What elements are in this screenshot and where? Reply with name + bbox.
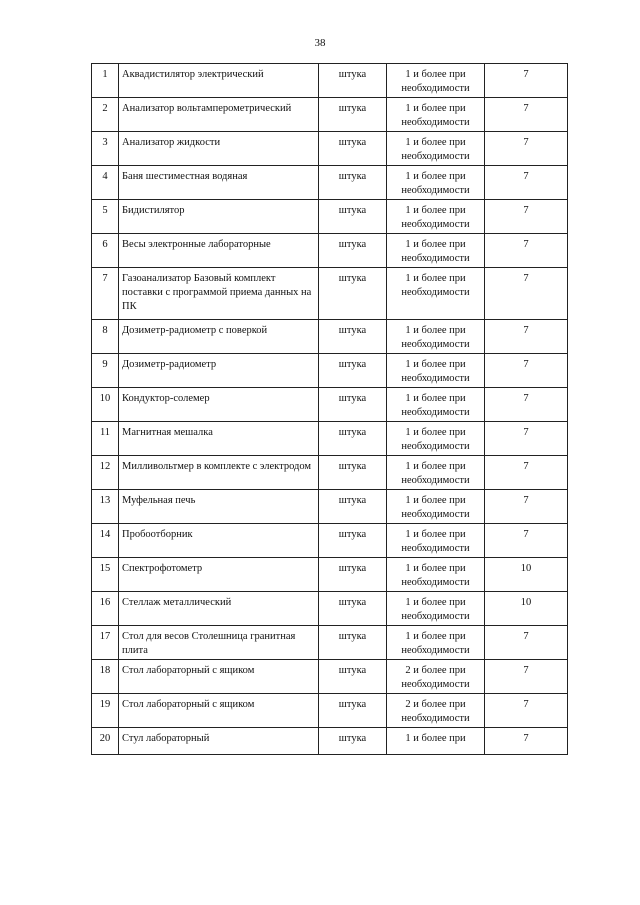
item-quantity: 2 и более при необходимости xyxy=(387,694,485,728)
item-service-term: 7 xyxy=(485,234,568,268)
row-number: 18 xyxy=(92,660,119,694)
item-service-term: 7 xyxy=(485,694,568,728)
item-unit: штука xyxy=(319,98,387,132)
item-unit: штука xyxy=(319,166,387,200)
item-quantity: 1 и более при необходимости xyxy=(387,98,485,132)
item-service-term: 7 xyxy=(485,320,568,354)
item-name: Баня шестиместная водяная xyxy=(119,166,319,200)
item-service-term: 7 xyxy=(485,354,568,388)
item-name: Магнитная мешалка xyxy=(119,422,319,456)
item-name: Анализатор вольтамперометрический xyxy=(119,98,319,132)
table-row xyxy=(92,234,568,268)
item-name: Кондуктор-солемер xyxy=(119,388,319,422)
item-unit: штука xyxy=(319,524,387,558)
item-quantity: 2 и более при необходимости xyxy=(387,660,485,694)
table-row xyxy=(92,524,568,558)
table-row xyxy=(92,64,568,98)
row-number: 12 xyxy=(92,456,119,490)
item-quantity: 1 и более при необходимости xyxy=(387,268,485,320)
item-name: Спектрофотометр xyxy=(119,558,319,592)
item-unit: штука xyxy=(319,268,387,320)
item-unit: штука xyxy=(319,660,387,694)
item-quantity: 1 и более при необходимости xyxy=(387,64,485,98)
item-name: Стол для весов Столешница гранитная плита xyxy=(119,626,319,660)
row-number: 15 xyxy=(92,558,119,592)
item-quantity: 1 и более при необходимости xyxy=(387,132,485,166)
item-service-term: 7 xyxy=(485,132,568,166)
row-number: 20 xyxy=(92,728,119,755)
item-name: Анализатор жидкости xyxy=(119,132,319,166)
item-service-term: 7 xyxy=(485,660,568,694)
table-row xyxy=(92,166,568,200)
table-row xyxy=(92,354,568,388)
item-unit: штука xyxy=(319,422,387,456)
table-row xyxy=(92,456,568,490)
table-row xyxy=(92,98,568,132)
item-quantity: 1 и более при xyxy=(387,728,485,755)
item-unit: штука xyxy=(319,490,387,524)
item-name: Газоанализатор Базовый комплект поставки с программой приема данных на ПК xyxy=(119,268,319,320)
item-quantity: 1 и более при необходимости xyxy=(387,354,485,388)
item-name: Стеллаж металлический xyxy=(119,592,319,626)
item-name: Дозиметр-радиометр с поверкой xyxy=(119,320,319,354)
item-unit: штука xyxy=(319,456,387,490)
table-row xyxy=(92,490,568,524)
item-name: Стол лабораторный с ящиком xyxy=(119,660,319,694)
page-number: 38 xyxy=(314,37,326,49)
item-service-term: 7 xyxy=(485,728,568,755)
item-unit: штука xyxy=(319,64,387,98)
row-number: 11 xyxy=(92,422,119,456)
item-name: Милливольтмер в комплекте с электродом xyxy=(119,456,319,490)
table-row xyxy=(92,626,568,660)
item-service-term: 7 xyxy=(485,422,568,456)
item-quantity: 1 и более при необходимости xyxy=(387,166,485,200)
item-quantity: 1 и более при необходимости xyxy=(387,592,485,626)
item-quantity: 1 и более при необходимости xyxy=(387,524,485,558)
row-number: 10 xyxy=(92,388,119,422)
item-service-term: 7 xyxy=(485,626,568,660)
item-unit: штука xyxy=(319,132,387,166)
table-row xyxy=(92,132,568,166)
item-service-term: 10 xyxy=(485,592,568,626)
item-name: Бидистилятор xyxy=(119,200,319,234)
item-name: Аквадистилятор электрический xyxy=(119,64,319,98)
item-quantity: 1 и более при необходимости xyxy=(387,558,485,592)
table-row xyxy=(92,388,568,422)
item-name: Муфельная печь xyxy=(119,490,319,524)
row-number: 5 xyxy=(92,200,119,234)
item-service-term: 10 xyxy=(485,558,568,592)
item-unit: штука xyxy=(319,234,387,268)
table-row xyxy=(92,660,568,694)
table-row xyxy=(92,320,568,354)
item-name: Стол лабораторный с ящиком xyxy=(119,694,319,728)
item-service-term: 7 xyxy=(485,490,568,524)
item-service-term: 7 xyxy=(485,200,568,234)
table-row xyxy=(92,728,568,755)
equipment-table-body xyxy=(92,64,568,755)
table-row xyxy=(92,558,568,592)
item-service-term: 7 xyxy=(485,268,568,320)
item-service-term: 7 xyxy=(485,524,568,558)
item-name: Стул лабораторный xyxy=(119,728,319,755)
table-row xyxy=(92,200,568,234)
row-number: 19 xyxy=(92,694,119,728)
item-quantity: 1 и более при необходимости xyxy=(387,626,485,660)
item-unit: штука xyxy=(319,200,387,234)
item-service-term: 7 xyxy=(485,98,568,132)
row-number: 2 xyxy=(92,98,119,132)
item-name: Весы электронные лабораторные xyxy=(119,234,319,268)
row-number: 7 xyxy=(92,268,119,320)
row-number: 9 xyxy=(92,354,119,388)
item-quantity: 1 и более при необходимости xyxy=(387,320,485,354)
item-quantity: 1 и более при необходимости xyxy=(387,388,485,422)
item-quantity: 1 и более при необходимости xyxy=(387,456,485,490)
equipment-table xyxy=(91,63,568,755)
row-number: 6 xyxy=(92,234,119,268)
item-unit: штука xyxy=(319,558,387,592)
row-number: 8 xyxy=(92,320,119,354)
row-number: 16 xyxy=(92,592,119,626)
row-number: 13 xyxy=(92,490,119,524)
item-service-term: 7 xyxy=(485,456,568,490)
item-unit: штука xyxy=(319,592,387,626)
item-quantity: 1 и более при необходимости xyxy=(387,422,485,456)
row-number: 14 xyxy=(92,524,119,558)
item-unit: штука xyxy=(319,626,387,660)
table-row xyxy=(92,694,568,728)
item-unit: штука xyxy=(319,354,387,388)
item-quantity: 1 и более при необходимости xyxy=(387,200,485,234)
item-unit: штука xyxy=(319,728,387,755)
table-row xyxy=(92,422,568,456)
row-number: 4 xyxy=(92,166,119,200)
item-unit: штука xyxy=(319,694,387,728)
item-service-term: 7 xyxy=(485,64,568,98)
item-name: Дозиметр-радиометр xyxy=(119,354,319,388)
row-number: 3 xyxy=(92,132,119,166)
item-unit: штука xyxy=(319,320,387,354)
item-quantity: 1 и более при необходимости xyxy=(387,490,485,524)
table-row xyxy=(92,268,568,320)
item-service-term: 7 xyxy=(485,388,568,422)
table-row xyxy=(92,592,568,626)
item-service-term: 7 xyxy=(485,166,568,200)
row-number: 1 xyxy=(92,64,119,98)
item-name: Пробоотборник xyxy=(119,524,319,558)
item-unit: штука xyxy=(319,388,387,422)
item-quantity: 1 и более при необходимости xyxy=(387,234,485,268)
row-number: 17 xyxy=(92,626,119,660)
